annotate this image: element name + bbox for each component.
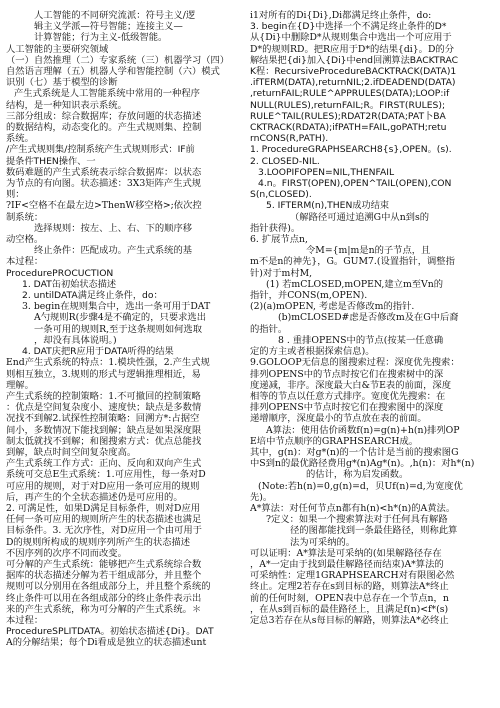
text-line: 一条可用的规则R,至于这条规则如何选取 [34, 323, 203, 335]
text-line: 可采纳性：定理1GRAPHSEARCH对有限图必然 [250, 570, 455, 582]
text-line: 提条件THEN操作、一 [6, 155, 96, 167]
left-column [6, 10, 242, 649]
text-line: 的数据结构，动态变化的。产生式规则集、控制 [6, 122, 202, 134]
text-line: 针)对于m村M, [250, 267, 313, 279]
text-line: 辑主义学派—符号智能；连接主义— [34, 21, 183, 33]
text-line: A算法：使用估价函数f(n)=g(n)+h(n)排列OP [266, 424, 460, 436]
text-line: 令M={m|m是n的子节点，且 [306, 245, 431, 257]
text-line: rnCONS(R,PATH). [250, 133, 329, 145]
text-line: 终止条件可以用在各组成部分的终止条件表示出 [6, 592, 202, 604]
text-line: (1) 若mCLOSED,mOPEN,建立m至Vn的 [266, 278, 444, 290]
text-line: ：优点是空间复杂度小、速度快；缺点是多数情 [6, 402, 202, 414]
text-line: CKTRACK(RDATA);ifPATH=FAIL,goPATH;retu [250, 122, 447, 134]
text-line: 制太低就找不到解；和图搜索方式：优点总能找 [6, 435, 202, 447]
text-line: 系统。 [6, 133, 34, 145]
text-line: 中S到n的最优路径费用g*(n)Ag*(n)。,h(n)：对h*(n) [250, 458, 475, 470]
text-line: 不因序列的次序不同而改变。 [6, 547, 127, 559]
text-line: ，却没有具体说明。) [34, 334, 117, 346]
text-line: 定总3若存在从s每目标的解路，则算法A*必终止 [250, 614, 449, 626]
text-line: 1. ProcedureGRAPHSEARCH8{s},OPEN。(s). [250, 144, 452, 156]
text-line: 2. 可满足性，如果D满足目标条件，则对D应用 [6, 502, 201, 514]
text-line: 制系统： [6, 211, 44, 223]
text-line: 相等的节点以任意方式排序。宽度优先搜索：在 [250, 390, 446, 402]
text-line: 法为可采纳的。 [290, 536, 356, 548]
text-line: 本过程： [6, 614, 44, 626]
text-line: ProcedureSPLITDATA。初始状态描述{Di}。DAT [6, 626, 214, 638]
text-line: 数码难题的产生式系统表示综合数据库：以状态 [6, 166, 202, 178]
text-line: 解结果把{di}加入{Di}中end回溯算法BACKTRAC [250, 54, 459, 66]
text-line: .ifTERM(DATA),returnNIL;2.ifDEADEND(DATA) [250, 77, 456, 89]
text-line: 终止条件：匹配成功。产生式系统的基 [34, 245, 193, 257]
text-line: 8 . 重排OPENS中的节点(按某一任意确 [278, 334, 444, 346]
text-line: 到解，缺点时间空间复杂度高。 [6, 446, 137, 458]
text-line: 定的方主或者根据探索信息)。 [250, 346, 375, 358]
text-line: 产生式系统工作方式：正向、反向和双向产生式 [6, 458, 202, 470]
text-line: NULL(RULES),returnFAIL;R。FIRST(RULES); [250, 99, 446, 111]
text-line: 9.GOLOOP无信息的图搜索过程：深度优先搜索： [250, 357, 460, 369]
text-line: 指针获得)。 [250, 222, 301, 234]
text-line: （解路径可通过追溯G中从n到s的 [290, 211, 430, 223]
text-line: 可应用的规则，对于对D应用一条可应用的规则 [6, 480, 200, 492]
text-line: /产生式规则集/控制系统产生式规则形式：IF前 [6, 144, 195, 156]
text-line: ProcedurePROCUCTION [6, 267, 114, 279]
text-line: (2)(a)mOPEN, 考虑是否修改m的指针. [250, 301, 415, 313]
text-line: ，在从s到百标的最佳路径上，且满足f(n)<f*(s) [250, 603, 449, 615]
text-line: 度递减，非序。深度最大白&节E表的前面，深度 [250, 379, 451, 391]
text-line: 其中，g(n)：对g*(n)的一个估计是当前的搜索图G [250, 446, 459, 458]
text-line: 先)。 [250, 491, 273, 503]
text-line: 排列OPENS中的节点时按它们在搜索树中的深 [250, 368, 444, 380]
text-line: 选择规则：按左、上、右、下的顺序移 [34, 222, 193, 234]
text-line: 则相互独立，3.规则的形式与逻辑推理相近，易 [6, 368, 201, 380]
text-line: ，A*一定由于找到最佳解路径而结束)A*算法的 [250, 558, 444, 570]
text-line: 从{Di}中删除D*从规则集合中选出一个可应用于 [250, 32, 452, 44]
text-line: （一）自然推理（二）专家系统（三）机器学习（四） [6, 54, 230, 66]
text-line: (Note:若h(n)=0,g(n)=d，贝Uf(n)=d,为宽度优 [258, 480, 463, 492]
text-line: 指针，并CONS(m,OPEN). [250, 290, 368, 302]
text-line: 径的图都能找到一条最佳路径，则称此算 [290, 525, 458, 537]
text-line: 1. DAT缶初始状态描述 [22, 278, 117, 290]
text-line: m不是n的神先}，G。GUM7.(设置指针，调整指 [250, 256, 455, 268]
text-line: 的指针。 [250, 323, 288, 335]
text-line: 2. untilDATA满足终止条件，do： [22, 290, 163, 302]
text-line: E培中节点顺序的GRAPHSEARCH成。 [250, 435, 419, 447]
text-line: 后，再产生的个全状态描述仍是可应用的。 [6, 491, 183, 503]
text-line: 4. DAT庆把R应用于DATA听得的结果 [22, 346, 174, 358]
text-line: 排列OPENS中节点时按它们在搜索图中的深度 [250, 402, 444, 414]
text-line: 本过程： [6, 256, 44, 268]
text-line: 目标条件。3. 无次序性，对D应用一个由可用于 [6, 525, 202, 537]
text-line: 任何一条可应用的规则所产生的状态描述也满足 [6, 514, 202, 526]
text-line: 理解。 [6, 379, 34, 391]
text-line: 可分解的产生式系统：能够把产生式系统综合数 [6, 558, 202, 570]
text-line: ,returnFAIL;RULE^APPRULES(DATA);LOOP:if [250, 88, 450, 100]
text-line: (b)mCLOSED#虑是否修改m及在G中后裔 [278, 312, 459, 324]
text-line: 来的产生式系统，称为可分解的产生式系统。＊ [6, 603, 202, 615]
text-line: 人工智能的不同研究流派：符号主义/逻 [34, 10, 196, 21]
text-line: A勺规则R(步骤4是不确定的，只要求选出 [34, 312, 207, 324]
text-line: 可以证明：A*算法是可采纳的(如果解路径存在 [250, 547, 442, 559]
text-line: 为节点的有向图。状态描述：3X3矩阵产生式规 [6, 178, 202, 190]
text-line: 据库的状态描述分解为若干组成部分，并且整个 [6, 570, 202, 582]
text-line: 2. CLOSED-NIL. [250, 155, 320, 167]
text-line: A的分解结果；每个Di看成是独立的状态描述unt [6, 637, 207, 649]
text-line: 自然语言理解（五）机器人学和智能控制（六）模式 [6, 66, 220, 78]
text-line: 结构，是一种知识表示系统。 [6, 99, 127, 111]
text-line: S(n,CLOSED). [250, 189, 312, 201]
text-line: D的规则所构成的规则序列所产生的状态描述 [6, 536, 191, 548]
text-line: 动空格。 [6, 234, 44, 246]
text-line: 系统可交总E生式系统：1.可应用性，每一条对D [6, 469, 206, 481]
text-line: ?定义：如果一个搜索算法对于任何具有解路 [266, 514, 448, 526]
text-line: RULE^TAIL(RULES);RDAT2R(DATA;PAT卜BA [250, 110, 446, 122]
text-line: 计算智能；行为主义-低级智能。 [34, 32, 168, 44]
text-line: 3. begin在{D}中选择一个不满足终止条件的D* [250, 21, 447, 33]
text-line: 况找不到解2.试探性控制策略：回溯方*:占据空 [6, 413, 200, 425]
text-line: 前的任何时刻，OPEN表中总存在一个节点n，n [250, 592, 449, 604]
text-line: i1对所有的Di{Di},Di都满足终止条件，do: [250, 10, 432, 21]
text-line: 产生式系统是人工智能系统中常用的一种程序 [14, 88, 200, 100]
text-line: 终止。定理2若存在s到目标的路，则算法A*终止 [250, 581, 449, 593]
text-line: 识别（七）基于模型的诊断 [6, 77, 118, 89]
text-line: 4.n。FIRST(OPEN),OPEN^TAIL(OPEN),CON [258, 178, 452, 190]
text-line: 人工智能的主要研究领域 [6, 43, 109, 55]
text-line: ?IF<空格不在最左边>ThenW移空格>;依次控 [6, 200, 202, 212]
text-line: 6. 扩展节点n, [250, 234, 308, 246]
text-line: D*的规则RD。把R应用于D*的结果{di}。D的分 [250, 43, 455, 55]
right-column [250, 10, 494, 626]
text-line: 规则可以分别用在各组成部分上，并且整个系统的 [6, 581, 211, 593]
text-line: 三部分组成：综合数据库；存放问题的状态描述 [6, 110, 202, 122]
text-line: 则： [6, 189, 25, 201]
text-line: K程：RecursiveProcedureBACKTRACK(DATA)1 [250, 66, 457, 78]
text-line: 产生式系统的控制策略：1.不可撤回的控制策略 [6, 390, 201, 402]
text-line: 的估计，称为启发函数。 [306, 469, 409, 481]
text-line: 递增顺序，深度最小的节点放在表的前面。 [250, 413, 427, 425]
text-line: 3.LOOPIFOPEN=NIL,THENFAIL [258, 166, 395, 178]
text-line: 5. IFTERM(n),THEN成功结束 [266, 200, 390, 212]
text-line: A*算法：对任何节点n都有h(n)<h*(n)的A黄法。 [250, 502, 456, 514]
text-line: 3. begin在规则集合中，选出一条可用于DAT [22, 301, 211, 313]
text-line: 间小，多数情况下能找到解；缺点是如果深度限 [6, 424, 202, 436]
text-line: End产生式系统的特点：1.模块性强，2.产生式规 [6, 357, 210, 369]
